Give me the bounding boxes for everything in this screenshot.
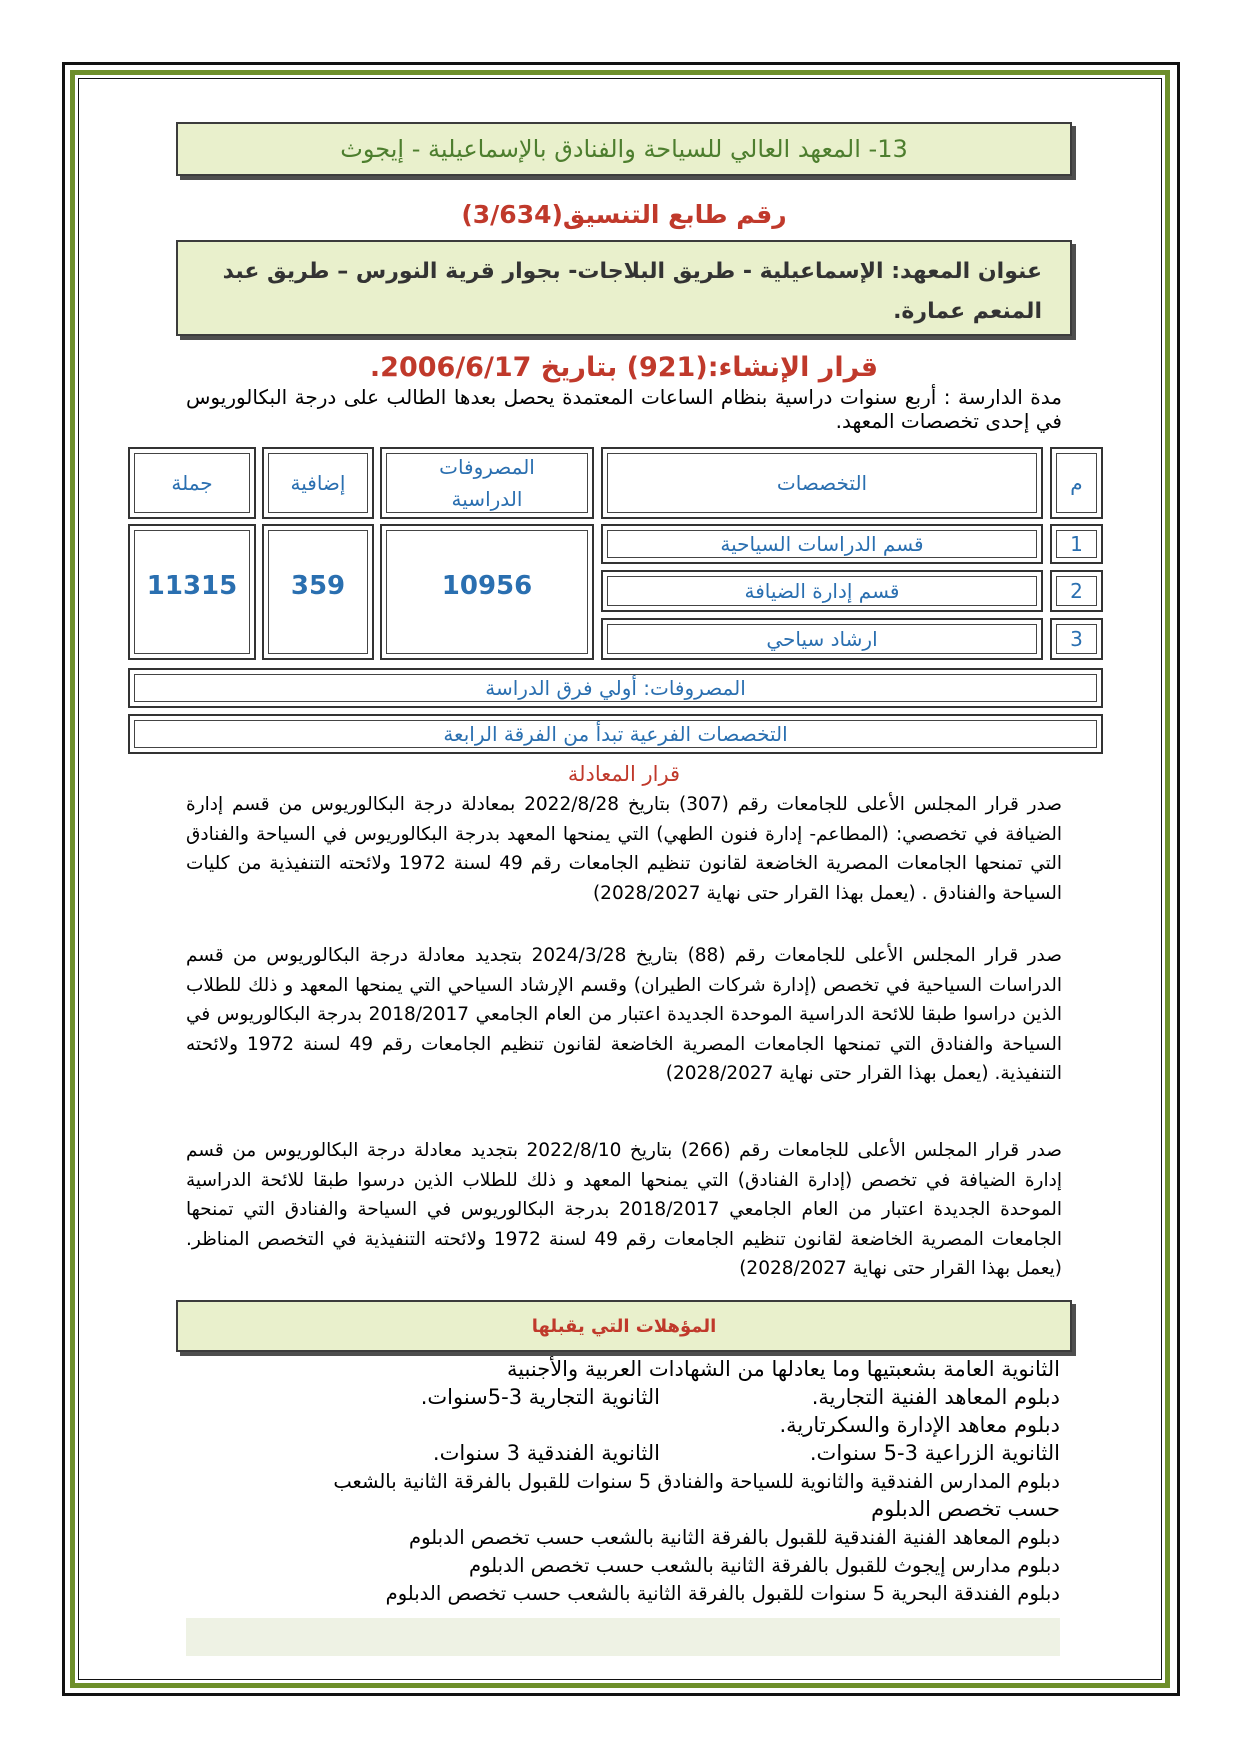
- header-fees: المصروفات الدراسية: [386, 453, 588, 513]
- qualifications-heading: المؤهلات التي يقبلها: [176, 1300, 1072, 1352]
- fees-value: 10956: [386, 530, 588, 654]
- header-num-cell: [1050, 447, 1103, 519]
- extra-value: 359: [268, 530, 368, 654]
- subspec-note: التخصصات الفرعية تبدأ من الفرقة الرابعة: [134, 720, 1097, 748]
- coordination-code: رقم طابع التنسيق(3/634): [461, 200, 787, 229]
- row2-num: 2: [1056, 576, 1097, 606]
- fees-value-cell: [380, 524, 594, 660]
- header-spec: التخصصات: [607, 453, 1037, 513]
- total-value: 11315: [134, 530, 250, 654]
- qualification-line-2b: الثانوية التجارية 3-5سنوات.: [420, 1385, 660, 1409]
- extra-value-cell: [262, 524, 374, 660]
- equivalence-paragraph-2: صدر قرار المجلس الأعلى للجامعات رقم (88) بتاريخ 2024/3/28 بتجديد معادلة درجة البكالوريوس من قسم الدراسات السياحية في تخصص (إدارة شركات الطيران) وقسم الإرشاد السياحي التي يمنحها المعهد و ذلك للطلاب الذين دراسوا طبقا للائحة الدراسية الموحدة الجديدة اعتبار من العام الجامعي 2018/2017 بدرجة البكالوريوس في السياحة والفنادق التي تمنحها الجامعات المصرية الخاضعة لقانون تنظيم الجامعات رقم 49 لسنة 1972 ولائحته التنفيذية. (يعمل بهذا القرار حتى نهاية 2028/2027): [186, 945, 1063, 1084]
- total-value-cell: [128, 524, 256, 660]
- qualification-line-3: دبلوم معاهد الإدارة والسكرتارية.: [779, 1413, 1060, 1437]
- row3-spec: ارشاد سياحي: [607, 624, 1037, 654]
- subspec-note-row: [128, 714, 1103, 754]
- qualification-line-4a: الثانوية الزراعية 3-5 سنوات.: [809, 1441, 1060, 1465]
- qualification-line-2a: دبلوم المعاهد الفنية التجارية.: [811, 1385, 1060, 1409]
- qualification-line-9: دبلوم الفندقة البحرية 5 سنوات للقبول بالفرقة الثانية بالشعب حسب تخصص الدبلوم: [385, 1582, 1060, 1605]
- row1-spec-cell: [601, 524, 1043, 564]
- row1-num: 1: [1056, 530, 1097, 558]
- fees-note-row: [128, 668, 1103, 708]
- fees-note: المصروفات: أولي فرق الدراسة: [134, 674, 1097, 702]
- qualification-line-5: دبلوم المدارس الفندقية والثانوية للسياحة والفنادق 5 سنوات للقبول بالفرقة الثانية بالشعب: [333, 1470, 1060, 1493]
- row3-num: 3: [1056, 624, 1097, 654]
- study-duration: مدة الدارسة : أربع سنوات دراسية بنظام الساعات المعتمدة يحصل بعدها الطالب على درجة البكالوريوس في إحدى تخصصات المعهد.: [186, 385, 1062, 433]
- qualification-line-6: حسب تخصص الدبلوم: [871, 1497, 1060, 1521]
- establishment-decree: قرار الإنشاء:(921) بتاريخ 2006/6/17.: [369, 352, 879, 383]
- equivalence-paragraph-3: صدر قرار المجلس الأعلى للجامعات رقم (266) بتاريخ 2022/8/10 بتجديد معادلة درجة البكالوريوس من قسم إدارة الضيافة في تخصص (إدارة الفنادق) التي يمنحها المعهد و ذلك للطلاب الذين درسوا طبقا للائحة الدراسية الموحدة الجديدة اعتبار من العام الجامعي 2018/2017 بدرجة البكالوريوس في السياحة والفنادق التي تمنحها الجامعات المصرية الخاضعة لقانون تنظيم الجامعات رقم 49 لسنة 1972 ولائحته التنفيذية في التخصص المناظر. (يعمل بهذا القرار حتى نهاية 2028/2027): [186, 1140, 1063, 1279]
- row2-spec: قسم إدارة الضيافة: [607, 576, 1037, 606]
- header-num: م: [1056, 453, 1097, 513]
- bottom-shaded-strip: [186, 1618, 1060, 1656]
- row3-spec-cell: [601, 618, 1043, 660]
- institute-address: عنوان المعهد: الإسماعيلية - طريق البلاجات- بجوار قرية النورس – طريق عبد المنعم عمارة.: [176, 240, 1072, 336]
- header-spec-cell: [601, 447, 1043, 519]
- header-extra: إضافية: [268, 453, 368, 513]
- qualification-line-8: دبلوم مدارس إيجوث للقبول بالفرقة الثانية بالشعب حسب تخصص الدبلوم: [468, 1554, 1060, 1577]
- row1-spec: قسم الدراسات السياحية: [607, 530, 1037, 558]
- row1-num-cell: [1050, 524, 1103, 564]
- qualification-line-1: الثانوية العامة بشعبتيها وما يعادلها من الشهادات العربية والأجنبية: [506, 1357, 1060, 1381]
- row3-num-cell: [1050, 618, 1103, 660]
- header-extra-cell: [262, 447, 374, 519]
- row2-spec-cell: [601, 570, 1043, 612]
- qualification-line-7: دبلوم المعاهد الفنية الفندقية للقبول بالفرقة الثانية بالشعب حسب تخصص الدبلوم: [409, 1526, 1060, 1549]
- institute-title: 13- المعهد العالي للسياحة والفنادق بالإسماعيلية - إيجوث: [176, 122, 1072, 176]
- row2-num-cell: [1050, 570, 1103, 612]
- qualification-line-4b: الثانوية الفندقية 3 سنوات.: [432, 1441, 660, 1465]
- equivalence-heading: قرار المعادلة: [567, 762, 681, 786]
- header-total-cell: [128, 447, 256, 519]
- header-fees-cell: [380, 447, 594, 519]
- equivalence-paragraph-1: صدر قرار المجلس الأعلى للجامعات رقم (307) بتاريخ 2022/8/28 بمعادلة درجة البكالوريوس من قسم إدارة الضيافة في تخصصي: (المطاعم- إدارة فنون الطهي) التي يمنحها المعهد بدرجة البكالوريوس في السياحة والفنادق التي تمنحها الجامعات المصرية الخاضعة لقانون تنظيم الجامعات رقم 49 لسنة 1972 ولائحته التنفيذية من كليات السياحة والفنادق . (يعمل بهذا القرار حتى نهاية 2028/2027): [186, 794, 1062, 904]
- header-total: جملة: [134, 453, 250, 513]
